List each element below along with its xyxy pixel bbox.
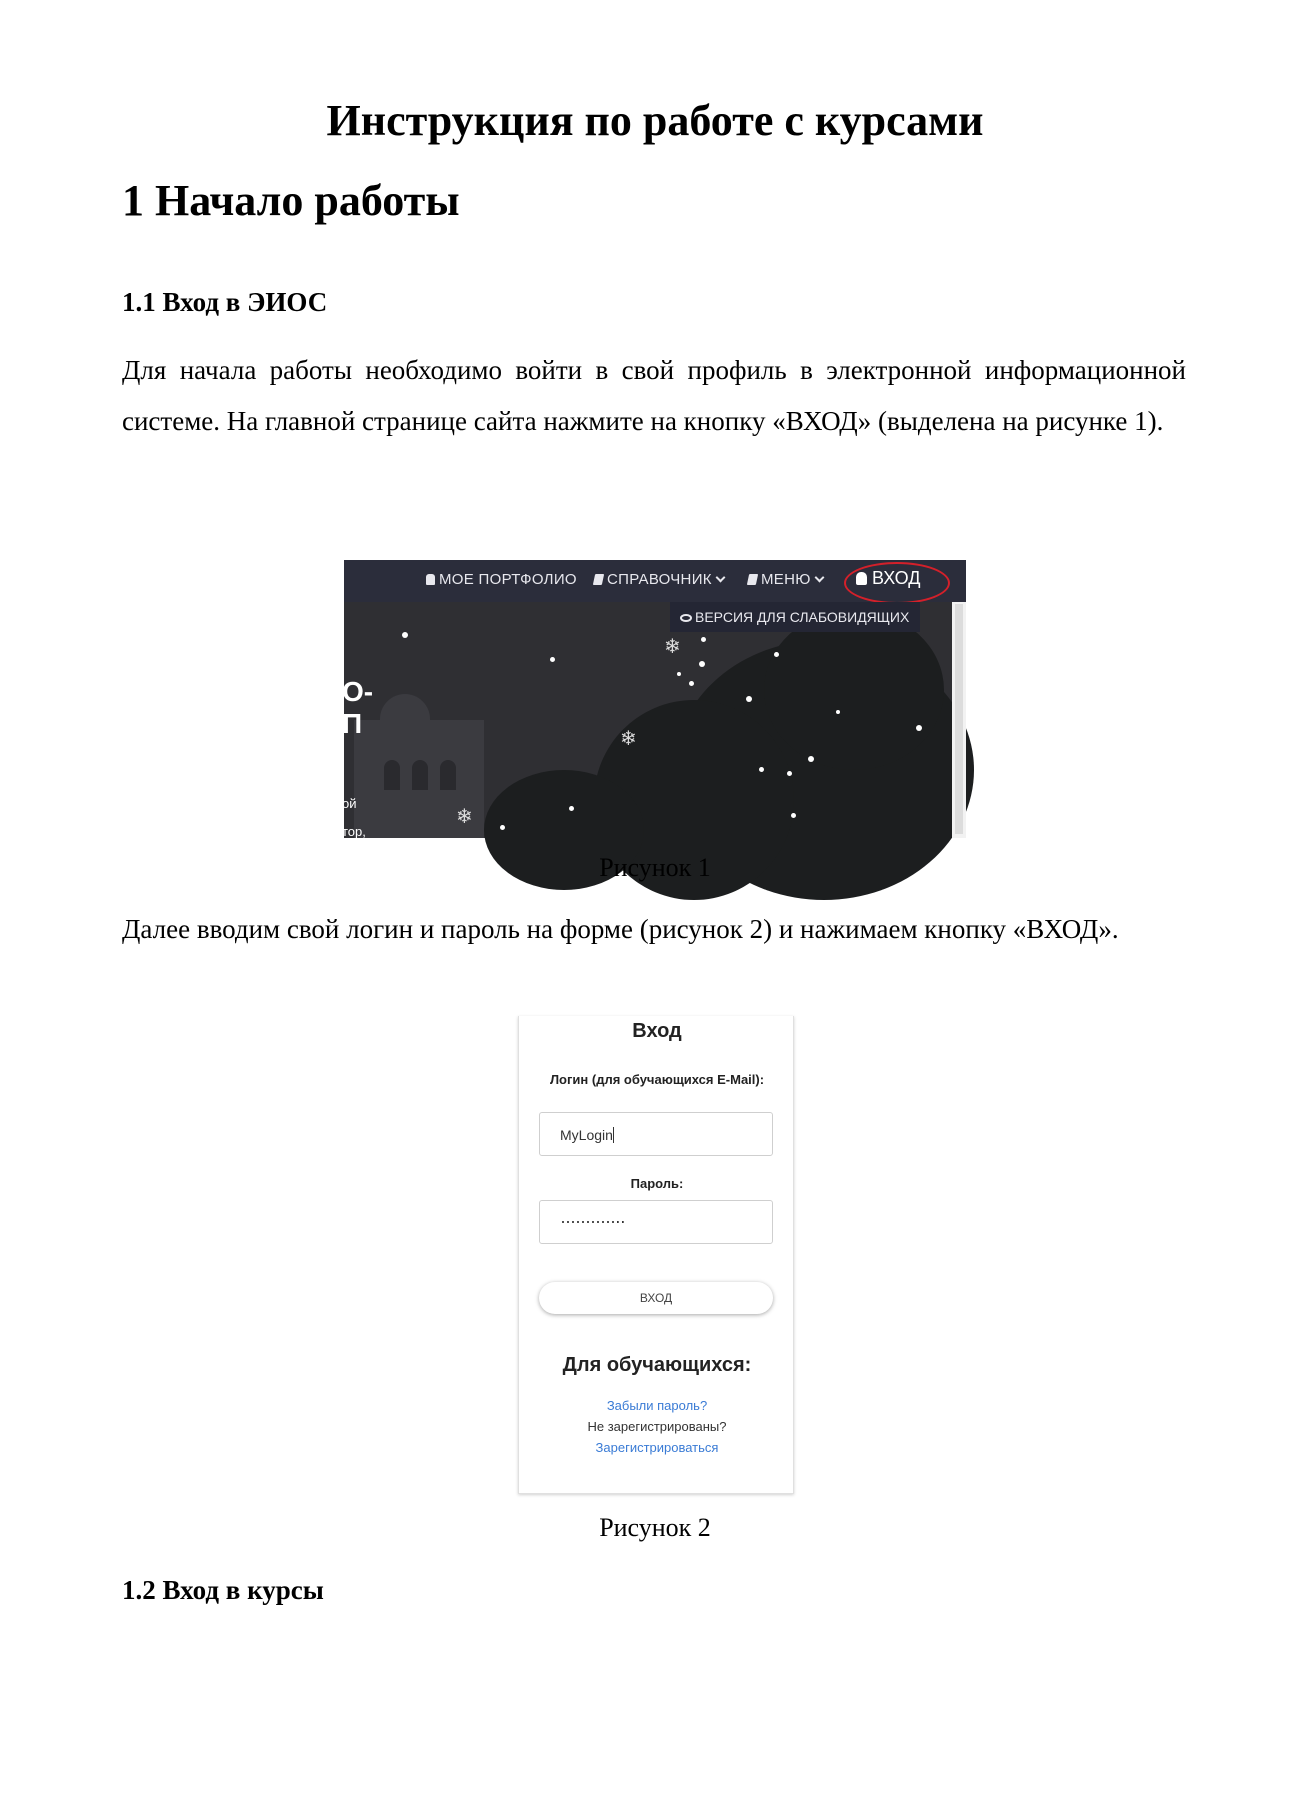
user-icon: [426, 574, 435, 585]
snowflake-icon: ❄: [620, 728, 637, 750]
book-icon: [593, 574, 604, 585]
book-icon: [747, 574, 758, 585]
scrollbar-thumb[interactable]: [955, 604, 963, 834]
chevron-down-icon: [715, 573, 725, 583]
page-title: Инструкция по работе с курсами: [326, 96, 984, 145]
section-heading-1-1: 1.1 Вход в ЭИОС: [122, 287, 328, 317]
login-submit-button[interactable]: ВХОД: [539, 1282, 773, 1314]
section-heading-1: 1 Начало работы: [122, 176, 460, 225]
students-heading: Для обучающихся:: [562, 1354, 752, 1376]
eye-icon: [680, 614, 692, 622]
cut-text-2: П: [342, 708, 363, 739]
nav-menu[interactable]: МЕНЮ: [748, 571, 823, 588]
chevron-down-icon: [814, 573, 824, 583]
login-form-title: Вход: [632, 1020, 682, 1042]
nav-reference[interactable]: СПРАВОЧНИК: [594, 571, 724, 588]
snowflake-icon: ❄: [664, 636, 681, 658]
snowflake-icon: ❄: [456, 806, 473, 828]
nav-portfolio[interactable]: МОЕ ПОРТФОЛИО: [426, 571, 577, 588]
nav-login-button[interactable]: ВХОД: [856, 568, 920, 589]
cut-text-4: тор,: [342, 824, 366, 839]
login-input[interactable]: MyLogin: [539, 1112, 773, 1156]
cut-text-1: О-: [342, 676, 374, 707]
password-label: Пароль:: [630, 1176, 684, 1191]
not-registered-text: Не зарегистрированы?: [587, 1419, 727, 1434]
paragraph-login-intro: Для начала работы необходимо войти в свой профиль в электронной информационной системе. На главной странице сайта нажмите на кнопку «ВХОД» (выделена на рисунке 1).: [122, 355, 1186, 436]
paragraph-login-form: Далее вводим свой логин и пароль на форме (рисунок 2) и нажимаем кнопку «ВХОД».: [122, 914, 1119, 944]
cut-text-3: ой: [342, 796, 357, 811]
register-link[interactable]: Зарегистрироваться: [595, 1440, 719, 1455]
login-highlight-ellipse: [844, 562, 950, 604]
figure-2-caption: Рисунок 2: [599, 1513, 711, 1542]
figure-2-login-form: [518, 1016, 794, 1494]
password-input[interactable]: ·············: [539, 1200, 773, 1244]
scrollbar[interactable]: [952, 602, 966, 838]
figure-1-caption: Рисунок 1: [599, 853, 711, 882]
section-heading-1-2: 1.2 Вход в курсы: [122, 1575, 324, 1605]
low-vision-version-button[interactable]: ВЕРСИЯ ДЛЯ СЛАБОВИДЯЩИХ: [670, 602, 920, 632]
login-label: Логин (для обучающихся E-Mail):: [549, 1072, 765, 1087]
figure-1-site-header: [344, 560, 966, 838]
forgot-password-link[interactable]: Забыли пароль?: [606, 1398, 708, 1413]
